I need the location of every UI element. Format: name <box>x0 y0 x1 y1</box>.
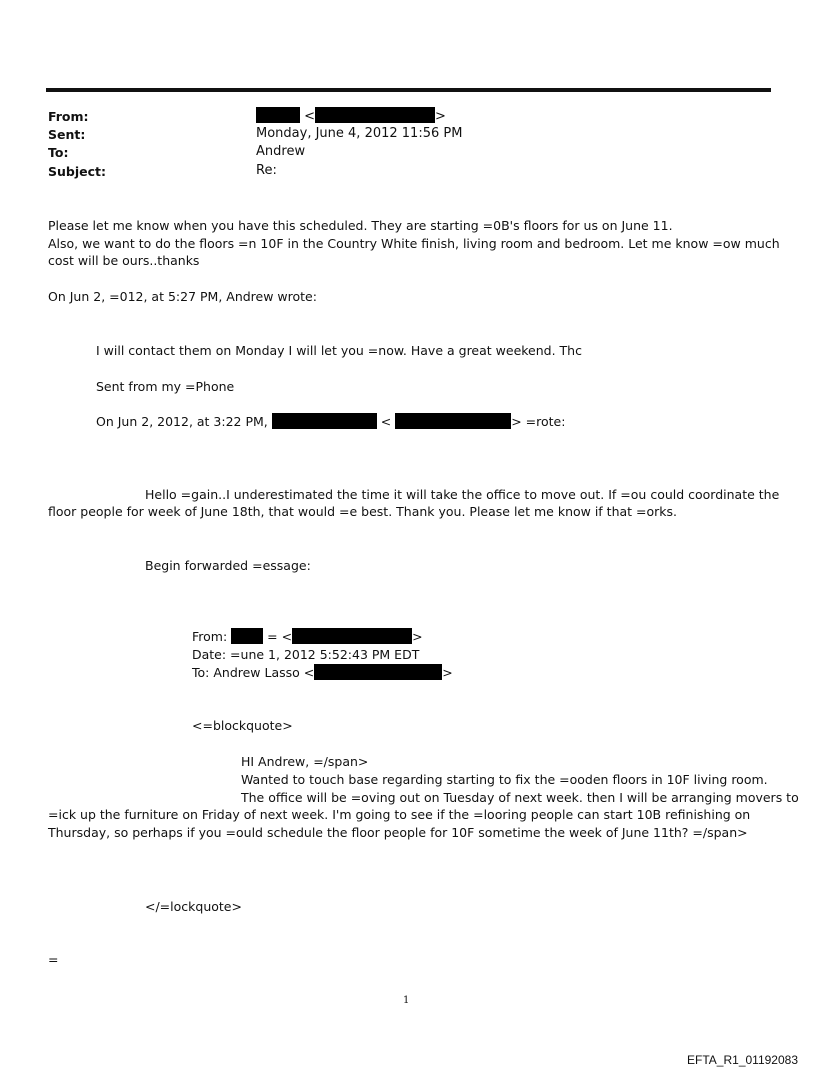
fwd-to-prefix: To: Andrew Lasso < <box>192 665 315 680</box>
hi-andrew: HI Andrew, =/span> <box>241 754 369 769</box>
sent-value: Monday, June 4, 2012 11:56 PM <box>256 126 463 141</box>
bates-number: EFTA_R1_01192083 <box>687 1053 798 1067</box>
andrew-reply: I will contact them on Monday I will let you =now. Have a great weekend. Thc <box>96 343 582 358</box>
touch-base: Wanted to touch base regarding starting to fix the =ooden floors in 10F living room. <box>241 772 768 787</box>
redaction-block <box>256 107 300 123</box>
page-number: 1 <box>403 995 410 1006</box>
body-line-3: cost will be ours..thanks <box>48 253 200 268</box>
quoted-header-suffix: > =rote: <box>511 414 566 429</box>
body-line-2: Also, we want to do the floors =n 10F in the Country White finish, living room and bedroom. Let me know =ow much <box>48 236 780 251</box>
subject-label: Subject: <box>48 164 106 179</box>
from-value <box>256 107 446 124</box>
hello-line-1: Hello =gain..I underestimated the time it will take the office to move out. If =ou could coordinate the <box>145 487 780 502</box>
redaction-block <box>314 664 442 680</box>
header-rule <box>46 88 771 92</box>
fwd-to <box>192 664 453 681</box>
redaction-block <box>395 413 511 429</box>
thursday-line: Thursday, so perhaps if you =ould schedule the floor people for 10F sometime the week of June 11th? =/span> <box>48 825 748 840</box>
to-value: Andrew <box>256 144 306 159</box>
office-line: The office will be =oving out on Tuesday of next week. then I will be arranging movers to <box>241 790 799 805</box>
sent-from-phone: Sent from my =Phone <box>96 379 235 394</box>
redaction-block <box>231 628 263 644</box>
fwd-to-gt: > <box>442 665 453 680</box>
fwd-from-prefix: From: <box>192 629 228 644</box>
redaction-block <box>315 107 435 123</box>
fwd-from-mid: = < <box>267 629 293 644</box>
subject-value: Re: <box>256 163 277 178</box>
sent-label: Sent: <box>48 127 86 142</box>
quoted-header-prefix: On Jun 2, 2012, at 3:22 PM, <box>96 414 268 429</box>
to-label: To: <box>48 145 69 160</box>
trailing-equals: = <box>48 952 59 967</box>
blockquote-open: <=blockquote> <box>192 718 293 733</box>
from-gt: > <box>435 109 446 124</box>
begin-forwarded: Begin forwarded =essage: <box>145 558 311 573</box>
redaction-block <box>272 413 377 429</box>
redaction-block <box>292 628 412 644</box>
fwd-date: Date: =une 1, 2012 5:52:43 PM EDT <box>192 647 420 662</box>
from-lt: < <box>304 109 316 124</box>
quoted-header-andrew: On Jun 2, =012, at 5:27 PM, Andrew wrote: <box>48 289 317 304</box>
hello-line-2: floor people for week of June 18th, that would =e best. Thank you. Please let me know if that =orks. <box>48 504 678 519</box>
fwd-from <box>192 628 423 645</box>
fwd-from-gt: > <box>412 629 423 644</box>
body-line-1: Please let me know when you have this scheduled. They are starting =0B's floors for us on June 11. <box>48 218 673 233</box>
quoted-header-lt: < <box>380 414 392 429</box>
from-label: From: <box>48 109 89 124</box>
blockquote-close: </=lockquote> <box>145 899 242 914</box>
pick-up-line: =ick up the furniture on Friday of next week. I'm going to see if the =looring people can start 10B refinishing on <box>48 807 751 822</box>
quoted-header-sender <box>96 413 565 430</box>
